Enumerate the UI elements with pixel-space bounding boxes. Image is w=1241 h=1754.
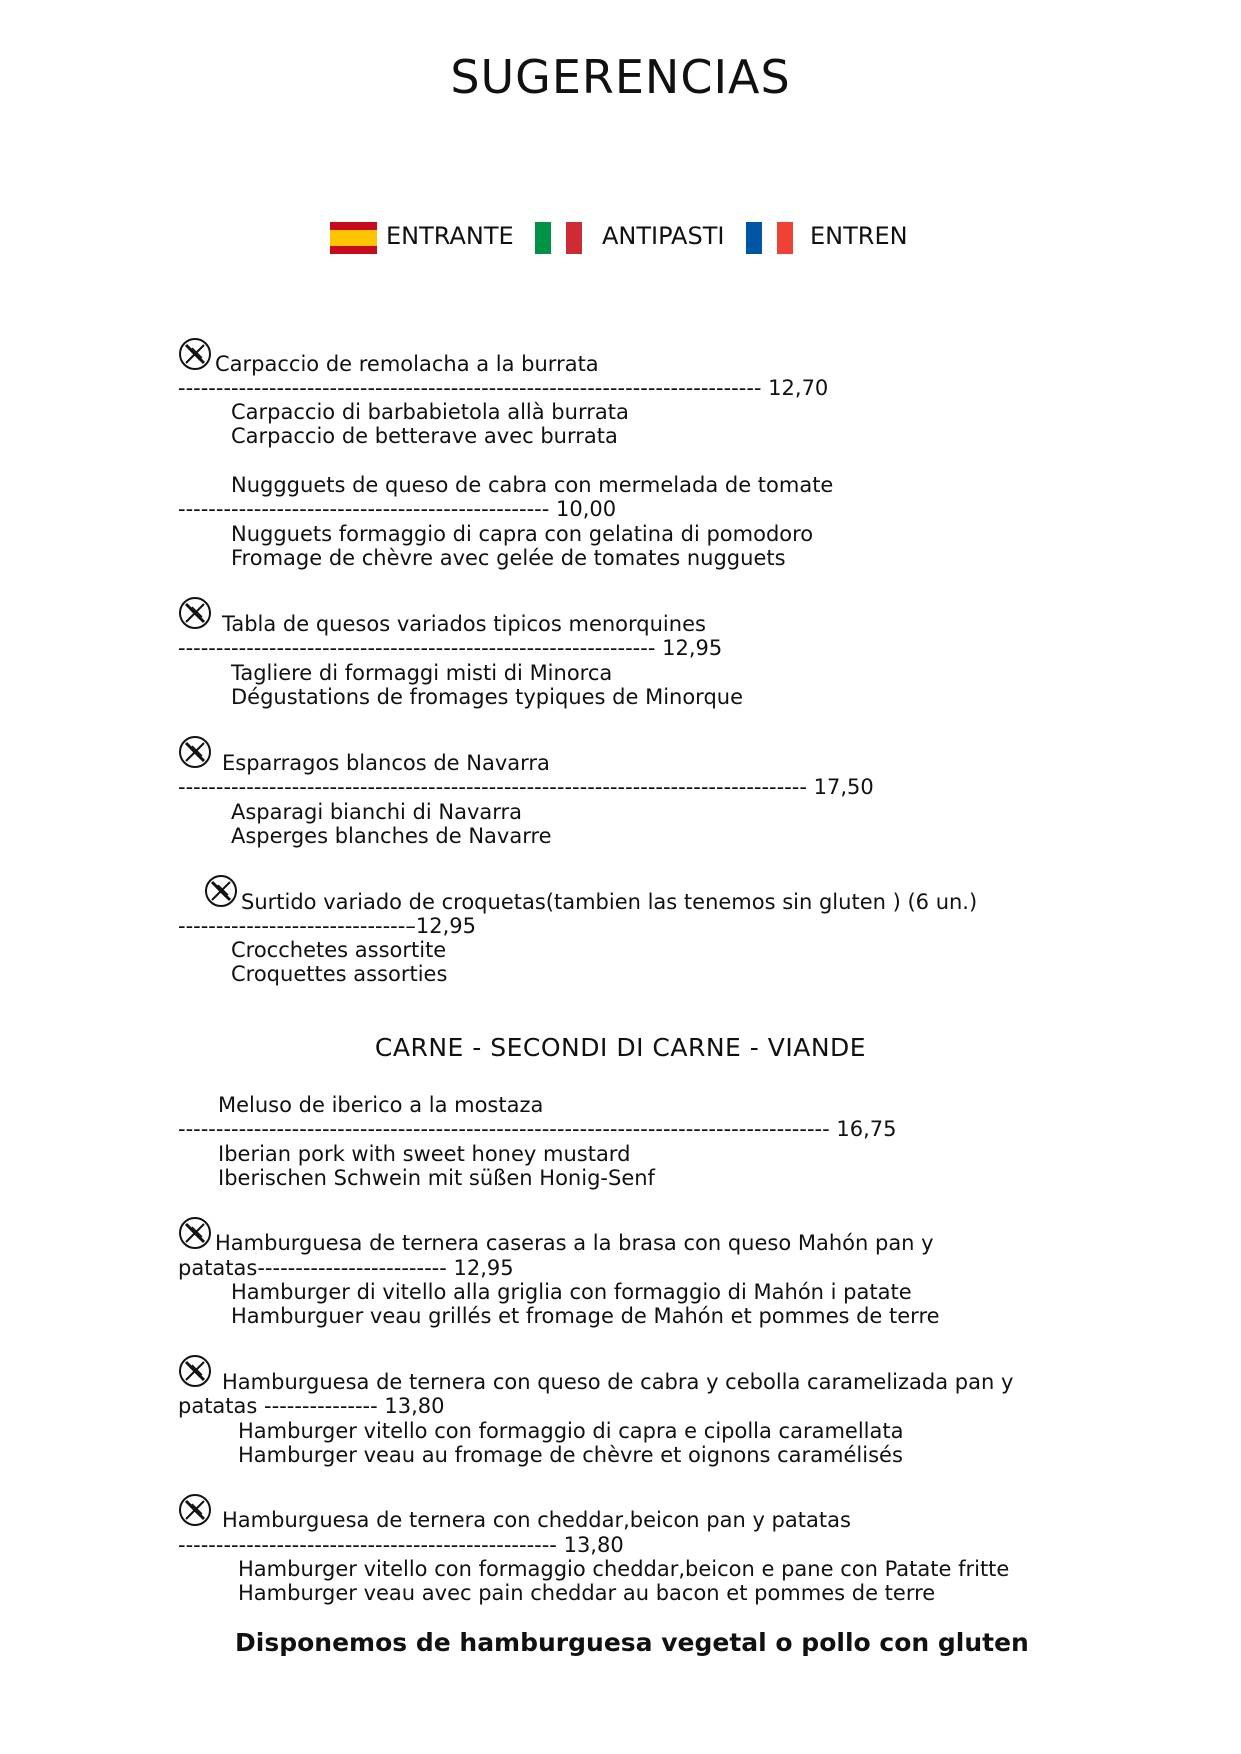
dish-name-spanish: Esparragos blancos de Navarra — [222, 751, 550, 775]
gluten-free-icon — [178, 596, 212, 630]
price: 13,80 — [384, 1394, 445, 1418]
price: 16,75 — [836, 1117, 897, 1141]
dish-name-italian: Hamburger di vitello alla griglia con formaggio di Mahón i patate — [231, 1280, 912, 1304]
spain-flag-icon — [330, 222, 377, 254]
dish-name-italian: Hamburger vitello con formaggio cheddar,beicon e pane con Patate fritte — [238, 1557, 1010, 1581]
dish-name-italian: Crocchetes assortite — [231, 938, 447, 962]
dish-name-french: Hamburger veau au fromage de chèvre et oignons caramélisés — [238, 1443, 903, 1467]
gluten-free-icon — [178, 1216, 212, 1250]
price: 10,00 — [556, 497, 617, 521]
dish-name-french: Fromage de chèvre avec gelée de tomates nugguets — [231, 546, 786, 570]
dish-name-italian: Carpaccio di barbabietola allà burrata — [231, 400, 629, 424]
dish-name-spanish: Hamburguesa de ternera caseras a la brasa con queso Mahón pan y — [215, 1231, 934, 1255]
dish-name-spanish: Hamburguesa de ternera con queso de cabra y cebolla caramelizada pan y — [222, 1370, 1014, 1394]
dish-name-french: Croquettes assorties — [231, 962, 448, 986]
dish-name-italian: Asparagi bianchi di Navarra — [231, 800, 523, 824]
dish-name-spanish: Nuggguets de queso de cabra con mermelada de tomate — [231, 473, 834, 497]
price-line: --------------------------------------------------------------- 12,95 — [178, 636, 723, 660]
dish-name-french: Hamburger veau avec pain cheddar au bacon et pommes de terre — [238, 1581, 936, 1605]
dish-name-italian: Nugguets formaggio di capra con gelatina di pomodoro — [231, 522, 814, 546]
footer-note: Disponemos de hamburguesa vegetal o pollo con gluten — [235, 1628, 1029, 1657]
price-line: ------------------------------–12,95 — [178, 914, 476, 938]
france-flag-icon — [746, 222, 793, 254]
price: 12,95 — [662, 636, 723, 660]
italy-flag-icon — [535, 222, 582, 254]
dish-name-english: Iberian pork with sweet honey mustard — [218, 1142, 631, 1166]
dish-name-spanish: Tabla de quesos variados tipicos menorquines — [222, 612, 706, 636]
dish-name-spanish: Meluso de iberico a la mostaza — [218, 1093, 544, 1117]
dish-name-french: Asperges blanches de Navarre — [231, 824, 552, 848]
gluten-free-icon — [178, 1354, 212, 1388]
price-line: -------------------------------------------------------------------------------------- 16,75 — [178, 1117, 897, 1141]
price-line: ----------------------------------------------------------------------------- 12,70 — [178, 376, 829, 400]
dish-name-spanish: Hamburguesa de ternera con cheddar,beicon pan y patatas — [222, 1508, 851, 1532]
gluten-free-icon — [178, 337, 212, 371]
gluten-free-icon — [178, 735, 212, 769]
dish-name-french: Hamburguer veau grillés et fromage de Mahón et pommes de terre — [231, 1304, 940, 1328]
price: 12,70 — [768, 376, 829, 400]
dish-name-italian: Tagliere di formaggi misti di Minorca — [231, 661, 613, 685]
gluten-free-icon — [178, 1493, 212, 1527]
price: 12,95 — [453, 1256, 514, 1280]
price: 17,50 — [813, 775, 874, 799]
dish-name-german: Iberischen Schwein mit süßen Honig-Senf — [218, 1166, 655, 1190]
language-label-es: ENTRANTE — [386, 222, 514, 250]
dish-name-spanish: Carpaccio de remolacha a la burrata — [215, 352, 599, 376]
price-line: ----------------------------------------------------------------------------------- 17,50 — [178, 775, 874, 799]
dish-name-french: Dégustations de fromages typiques de Minorque — [231, 685, 744, 709]
price: 13,80 — [563, 1533, 624, 1557]
language-label-it: ANTIPASTI — [602, 222, 725, 250]
section-heading-meat: CARNE - SECONDI DI CARNE - VIANDE — [374, 1033, 867, 1062]
dish-name-french: Carpaccio de betterave avec burrata — [231, 424, 618, 448]
dish-name-italian: Hamburger vitello con formaggio di capra e cipolla caramellata — [238, 1419, 904, 1443]
dish-name-spanish: Surtido variado de croquetas(tambien las tenemos sin gluten ) (6 un.) — [241, 890, 978, 914]
price-line: patatas --------------- 13,80 — [178, 1394, 445, 1418]
price-line: ------------------------------------------------- 10,00 — [178, 497, 617, 521]
price-line: -------------------------------------------------- 13,80 — [178, 1533, 624, 1557]
language-label-fr: ENTREN — [810, 222, 908, 250]
price: 12,95 — [415, 914, 476, 938]
gluten-free-icon — [204, 874, 238, 908]
price-line: patatas------------------------- 12,95 — [178, 1256, 514, 1280]
page-title: SUGERENCIAS — [450, 50, 791, 104]
